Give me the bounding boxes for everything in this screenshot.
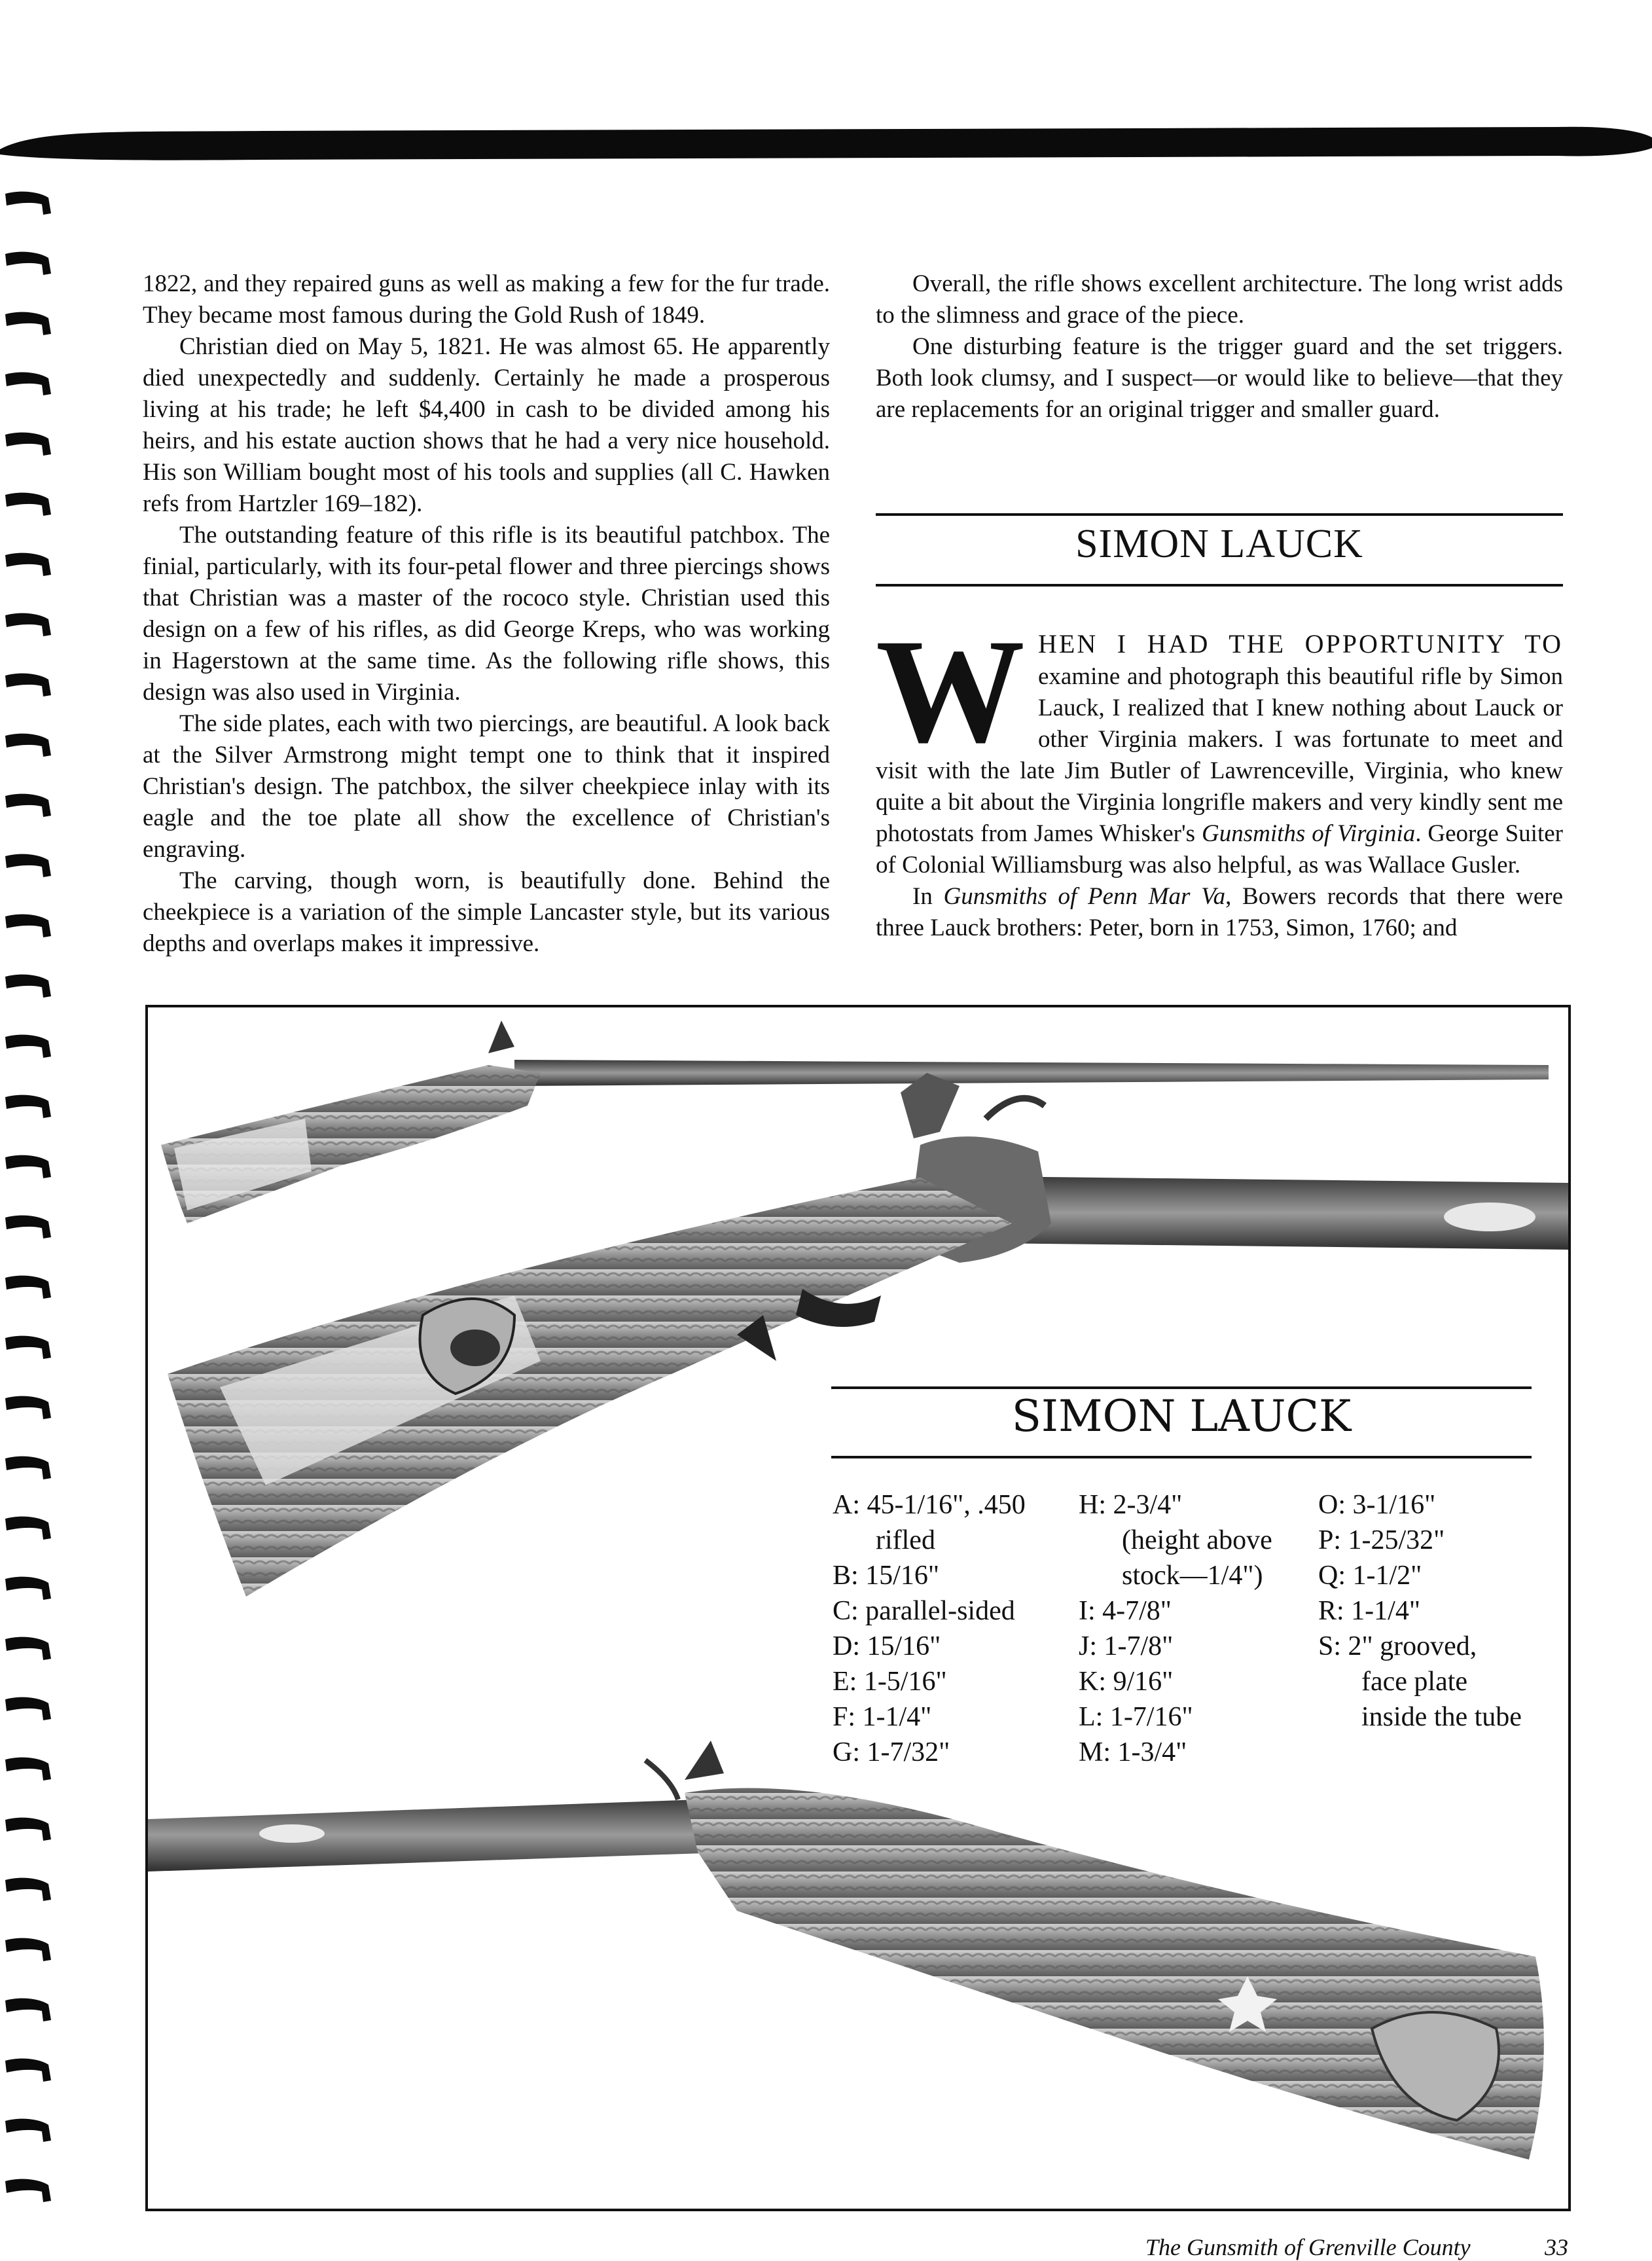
binding-hook <box>5 192 51 215</box>
spec-row: F: 1-1/4" <box>833 1702 932 1732</box>
binding-hook <box>5 1637 51 1660</box>
paragraph: Christian died on May 5, 1821. He was almost 65. He apparently died unexpectedly and suddenly. Certainly he made a prosperous living at his trade; he left $4,400 in cash to be divided among his heirs, and his estate auction shows that he had a very nice household. His son William bought most of his tools and supplies (all C. Hawken refs from Hartzler 169–182). <box>143 333 830 517</box>
binding-hook <box>5 1396 51 1419</box>
spec-row: C: parallel-sided <box>833 1596 1015 1626</box>
spec-row: D: 15/16" <box>833 1631 941 1661</box>
spec-row: P: 1-25/32" <box>1318 1525 1445 1555</box>
book-title: Gunsmiths of Virginia <box>1201 820 1416 847</box>
paragraph: The side plates, each with two piercings, are beautiful. A look back at the Silver Armstrong might tempt one to think that it inspired Christian's design. The patchbox, the silver cheekpiece inlay with its eagle and the toe plate all show the excellence of Christian's engraving. <box>143 710 830 863</box>
paragraph: The outstanding feature of this rifle is its beautiful patchbox. The finial, particularly, with its four-petal flower and three piercings shows that Christian was a master of the rococo style. Christian used this design on a few of his rifles, as did George Kreps, who was working in Hagerstown at the same time. As the following rifle shows, this design was also used in Virginia. <box>143 522 830 706</box>
binding-hook <box>5 312 51 335</box>
spec-row: L: 1-7/16" <box>1079 1702 1193 1732</box>
spec-column-3 <box>1318 1487 1522 1735</box>
spec-row: O: 3-1/16" <box>1318 1490 1436 1520</box>
spec-rule-bottom <box>831 1456 1532 1458</box>
spec-row: H: 2-3/4" <box>1079 1490 1183 1520</box>
binding-hook <box>5 1697 51 1720</box>
binding-hook <box>5 975 51 998</box>
spec-rule-top <box>831 1386 1532 1389</box>
binding-hook <box>5 1758 51 1781</box>
paragraph-text: In <box>912 883 944 910</box>
spec-row: face plate <box>1361 1667 1468 1697</box>
paragraph: Overall, the rifle shows excellent architecture. The long wrist adds to the slimness and grace of the piece. <box>876 270 1563 329</box>
binding-hook <box>5 674 51 696</box>
binding-hook <box>5 1878 51 1901</box>
binding-hook <box>5 1035 51 1058</box>
binding-hook <box>5 2179 51 2202</box>
binding-hook <box>5 1095 51 1118</box>
paragraph: The carving, though worn, is beautifully done. Behind the cheekpiece is a variation of the simple Lancaster style, but its various depths and overlaps makes it impressive. <box>143 867 830 957</box>
binding-hook <box>5 1577 51 1600</box>
top-black-bar <box>0 123 1652 164</box>
book-title: Gunsmiths of Penn Mar Va <box>943 883 1226 910</box>
spec-column-2 <box>1079 1487 1272 1770</box>
binding-hook <box>5 734 51 757</box>
section-body <box>876 609 1563 944</box>
spec-row: K: 9/16" <box>1079 1667 1174 1697</box>
binding-hook <box>5 553 51 576</box>
rifle-cheekpiece-side <box>148 1741 1544 2160</box>
binding-hook <box>5 372 51 395</box>
spec-row: R: 1-1/4" <box>1318 1596 1420 1626</box>
binding-hook <box>5 613 51 636</box>
drop-cap: W <box>876 609 1025 774</box>
spec-row: B: 15/16" <box>833 1561 939 1591</box>
binding-hook <box>5 493 51 516</box>
spec-row: I: 4-7/8" <box>1079 1596 1172 1626</box>
binding-hook <box>5 252 51 275</box>
binding-hook <box>5 794 51 817</box>
binding-hook <box>5 1276 51 1299</box>
paragraph-text: examine and photograph this beautiful rifle by Simon Lauck, I realized that I knew nothing about Lauck or other Virginia makers. I was fortunate to meet and visit with the late Jim Butler of Lawrenceville, Virginia, who knew quite a bit about the Virginia longrifle makers and very kindly sent me photostats from James Whisker's <box>876 663 1563 847</box>
binding-hook <box>5 854 51 877</box>
page-number: 33 <box>1545 2234 1568 2260</box>
lead-in-caps: HEN I HAD THE OPPORTUNITY TO <box>1038 629 1563 659</box>
spec-row: S: 2" grooved, <box>1318 1631 1477 1661</box>
spec-row: M: 1-3/4" <box>1079 1737 1187 1767</box>
binding-hook <box>5 914 51 937</box>
spec-row: A: 45-1/16", .450 <box>833 1490 1026 1520</box>
binding-hook <box>5 2059 51 2082</box>
paragraph: One disturbing feature is the trigger guard and the set triggers. Both look clumsy, and I suspect—or would like to believe—that they are replacements for an original trigger and smaller guard. <box>876 333 1563 423</box>
binding-hook <box>5 1517 51 1540</box>
binding-hook <box>5 433 51 456</box>
spec-row: G: 1-7/32" <box>833 1737 950 1767</box>
spec-row: inside the tube <box>1361 1702 1522 1732</box>
binding-hook <box>5 2119 51 2142</box>
right-text-column <box>876 268 1563 425</box>
spec-column-1 <box>833 1487 1026 1770</box>
section-rule-bottom <box>876 584 1563 587</box>
left-text-column <box>143 268 830 960</box>
spiral-binding <box>0 190 72 2257</box>
spec-row: (height above <box>1122 1525 1272 1555</box>
binding-hook <box>5 1999 51 2021</box>
paragraph: 1822, and they repaired guns as well as making a few for the fur trade. They became most famous during the Gold Rush of 1849. <box>143 270 830 329</box>
binding-hook <box>5 1938 51 1961</box>
spec-row: Q: 1-1/2" <box>1318 1561 1422 1591</box>
binding-hook <box>5 1818 51 1841</box>
section-title: SIMON LAUCK <box>1075 522 1363 566</box>
binding-hook <box>5 1216 51 1239</box>
paragraph-text: . George Suiter of Colonial Williamsburg was also helpful, as was Wallace Gusler. <box>876 820 1563 878</box>
spec-row: J: 1-7/8" <box>1079 1631 1174 1661</box>
section-rule-top <box>876 513 1563 516</box>
spec-row: E: 1-5/16" <box>833 1667 947 1697</box>
running-footer: The Gunsmith of Grenville County <box>1145 2234 1471 2260</box>
binding-hook <box>5 1456 51 1479</box>
spec-row: stock—1/4") <box>1122 1561 1263 1591</box>
spec-title: SIMON LAUCK <box>1011 1391 1352 1441</box>
binding-hook <box>5 1155 51 1178</box>
binding-hook <box>5 1336 51 1359</box>
paragraph-text: , Bowers records that there were three Lauck brothers: Peter, born in 1753, Simon, 1760; and <box>876 883 1563 941</box>
spec-row: rifled <box>876 1525 935 1555</box>
